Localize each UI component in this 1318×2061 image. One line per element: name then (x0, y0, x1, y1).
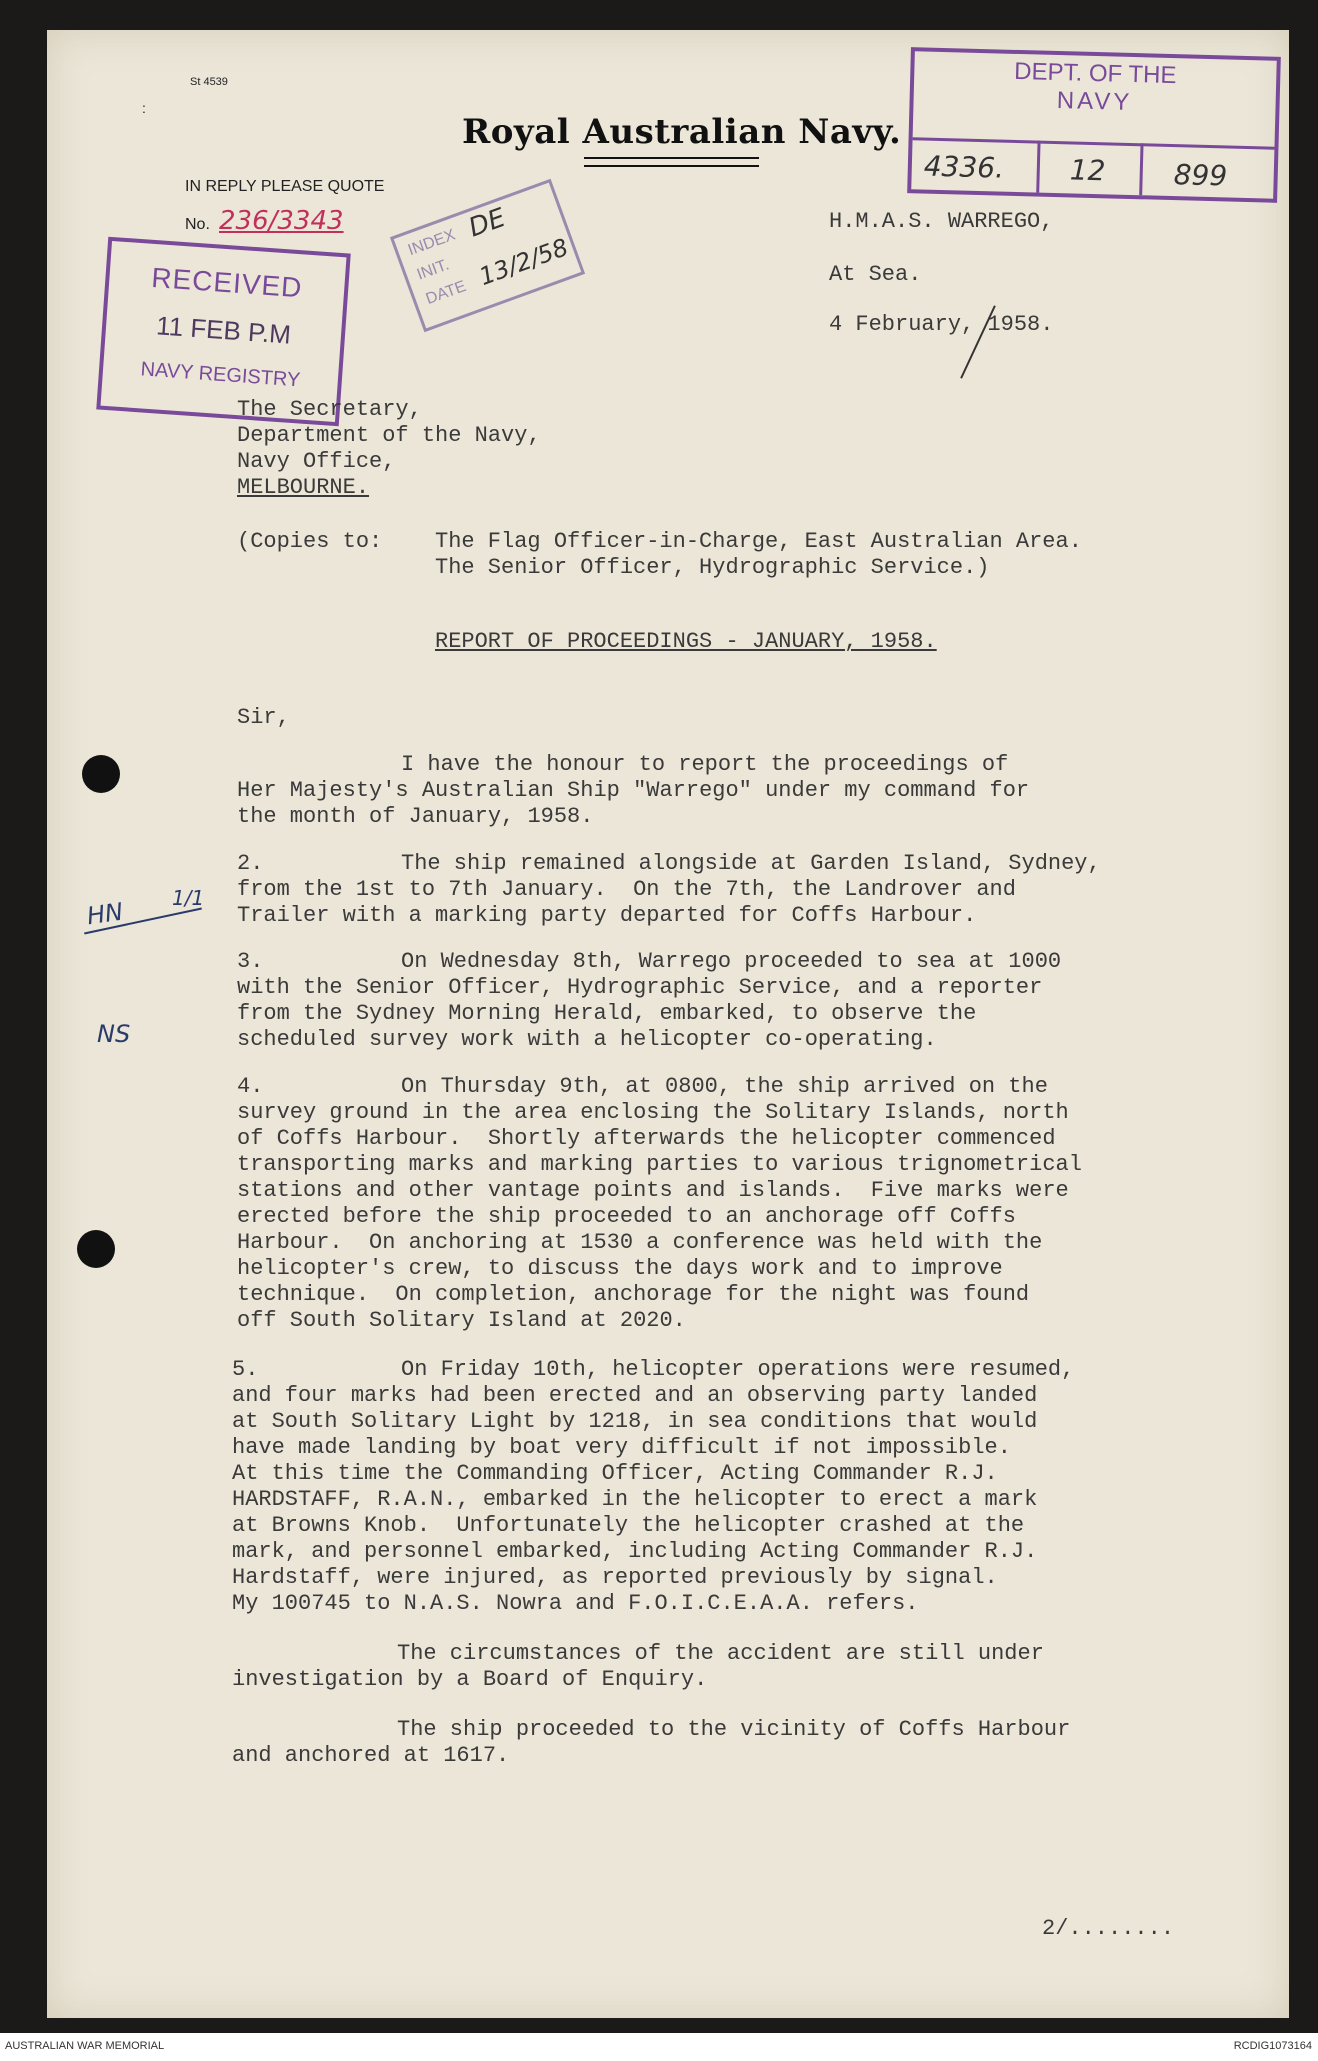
margin-mark: : (142, 100, 146, 116)
p1-line: I have the honour to report the proceedings of (401, 752, 1009, 777)
p5-line: At this time the Commanding Officer, Acting Commander R.J. (232, 1461, 998, 1486)
p1-line: the month of January, 1958. (237, 804, 594, 829)
p4-line: transporting marks and marking parties to various trignometrical (237, 1152, 1082, 1177)
p5-line: My 100745 to N.A.S. Nowra and F.O.I.C.E.A.A. refers. (232, 1591, 919, 1616)
p1-line: Her Majesty's Australian Ship "Warrego" under my command for (237, 778, 1030, 803)
p4-line: erected before the ship proceeded to an anchorage off Coffs (237, 1204, 1016, 1229)
title-rule (584, 157, 759, 167)
p5-line: On Friday 10th, helicopter operations were resumed, (401, 1357, 1075, 1382)
p4-number: 4. (237, 1074, 264, 1099)
p5-line: mark, and personnel embarked, including Acting Commander R.J. (232, 1539, 1038, 1564)
letterhead-title: Royal Australian Navy. (462, 112, 902, 152)
footer-bar (0, 2033, 1318, 2061)
p3-line: On Wednesday 8th, Warrego proceeded to sea at 1000 (401, 949, 1062, 974)
p7-line: The ship proceeded to the vicinity of Coffs Harbour (397, 1717, 1071, 1742)
form-number: St 4539 (190, 76, 228, 88)
p2-line: Trailer with a marking party departed for Coffs Harbour. (237, 903, 977, 928)
margin-note-1: HN (85, 897, 125, 931)
p3-line: from the Sydney Morning Herald, embarked, to observe the (237, 1001, 977, 1026)
p4-line: helicopter's crew, to discuss the days work and to improve (237, 1256, 1003, 1281)
footer-source: AUSTRALIAN WAR MEMORIAL (5, 2040, 165, 2052)
stamp-dept-line2: NAVY (1056, 87, 1133, 116)
sender-location: At Sea. (829, 262, 922, 287)
sender-ship: H.M.A.S. WARREGO, (829, 209, 1054, 234)
stamp-index-line1: INDEX (405, 226, 458, 260)
sender-date: 4 February, 1958. (829, 312, 1054, 337)
copies-line2: The Senior Officer, Hydrographic Service.) (435, 555, 990, 580)
addressee-line1: The Secretary, (237, 397, 422, 422)
p2-line: from the 1st to 7th January. On the 7th, the Landrover and (237, 877, 1016, 902)
p4-line: stations and other vantage points and islands. Five marks were (237, 1178, 1069, 1203)
stamp-index-initials: DE (464, 202, 510, 244)
p4-line: Harbour. On anchoring at 1530 a conference was held with the (237, 1230, 1043, 1255)
stamp-index-line3: DATE (423, 277, 469, 309)
stamp-received-line2: 11 FEB P.M (155, 310, 292, 350)
p7-line: and anchored at 1617. (232, 1743, 510, 1768)
p5-line: HARDSTAFF, R.A.N., embarked in the helicopter to erect a mark (232, 1487, 1038, 1512)
addressee-line4: MELBOURNE. (237, 475, 370, 500)
stamp-dept-cell-1: 4336. (923, 149, 1005, 185)
stamp-index-line2: INIT. (414, 256, 452, 284)
p3-number: 3. (237, 949, 264, 974)
reference-number: 236/3343 (219, 206, 344, 236)
dept-navy-stamp (907, 47, 1281, 203)
punch-hole (82, 755, 120, 793)
p4-line: On Thursday 9th, at 0800, the ship arrived on the (401, 1074, 1048, 1099)
reply-label: IN REPLY PLEASE QUOTE (185, 178, 385, 195)
no-label: No. (185, 216, 210, 233)
stamp-dept-cell-2: 12 (1069, 153, 1106, 188)
p6-line: The circumstances of the accident are still under (397, 1641, 1044, 1666)
copies-label: (Copies to: (237, 529, 383, 554)
p4-line: survey ground in the area enclosing the Solitary Islands, north (237, 1100, 1069, 1125)
p4-line: technique. On completion, anchorage for the night was found (237, 1282, 1030, 1307)
copies-line1: The Flag Officer-in-Charge, East Australian Area. (435, 529, 1082, 554)
stamp-received-line1: RECEIVED (150, 261, 304, 304)
stamp-received-line3: NAVY REGISTRY (139, 358, 302, 392)
p5-line: at Browns Knob. Unfortunately the helicopter crashed at the (232, 1513, 1025, 1538)
addressee-line2: Department of the Navy, (237, 423, 541, 448)
p5-line: at South Solitary Light by 1218, in sea conditions that would (232, 1409, 1038, 1434)
index-stamp (390, 179, 585, 332)
p2-number: 2. (237, 851, 264, 876)
stamp-dept-cell-3: 899 (1173, 158, 1228, 193)
p4-line: of Coffs Harbour. Shortly afterwards the helicopter commenced (237, 1126, 1056, 1151)
punch-hole (77, 1230, 115, 1268)
subject-line: REPORT OF PROCEEDINGS - JANUARY, 1958. (435, 629, 937, 654)
addressee-line3: Navy Office, (237, 449, 396, 474)
p5-number: 5. (232, 1357, 259, 1382)
p5-line: Hardstaff, were injured, as reported previously by signal. (232, 1565, 998, 1590)
p5-line: have made landing by boat very difficult if not impossible. (232, 1435, 1011, 1460)
document-page (47, 30, 1289, 2018)
stamp-dept-line1: DEPT. OF THE (1013, 57, 1177, 90)
p3-line: with the Senior Officer, Hydrographic Service, and a reporter (237, 975, 1043, 1000)
margin-note-2: NS (97, 1020, 131, 1048)
p5-line: and four marks had been erected and an observing party landed (232, 1383, 1038, 1408)
p6-line: investigation by a Board of Enquiry. (232, 1667, 708, 1692)
salutation: Sir, (237, 705, 290, 730)
margin-note-1-fraction: 1/1 (172, 886, 205, 910)
continuation-marker: 2/........ (1042, 1916, 1175, 1941)
footer-id: RCDIG1073164 (1233, 2040, 1312, 2052)
p3-line: scheduled survey work with a helicopter co-operating. (237, 1027, 937, 1052)
p2-line: The ship remained alongside at Garden Island, Sydney, (401, 851, 1101, 876)
stamp-index-date: 13/2/58 (475, 233, 572, 291)
p4-line: off South Solitary Island at 2020. (237, 1308, 686, 1333)
